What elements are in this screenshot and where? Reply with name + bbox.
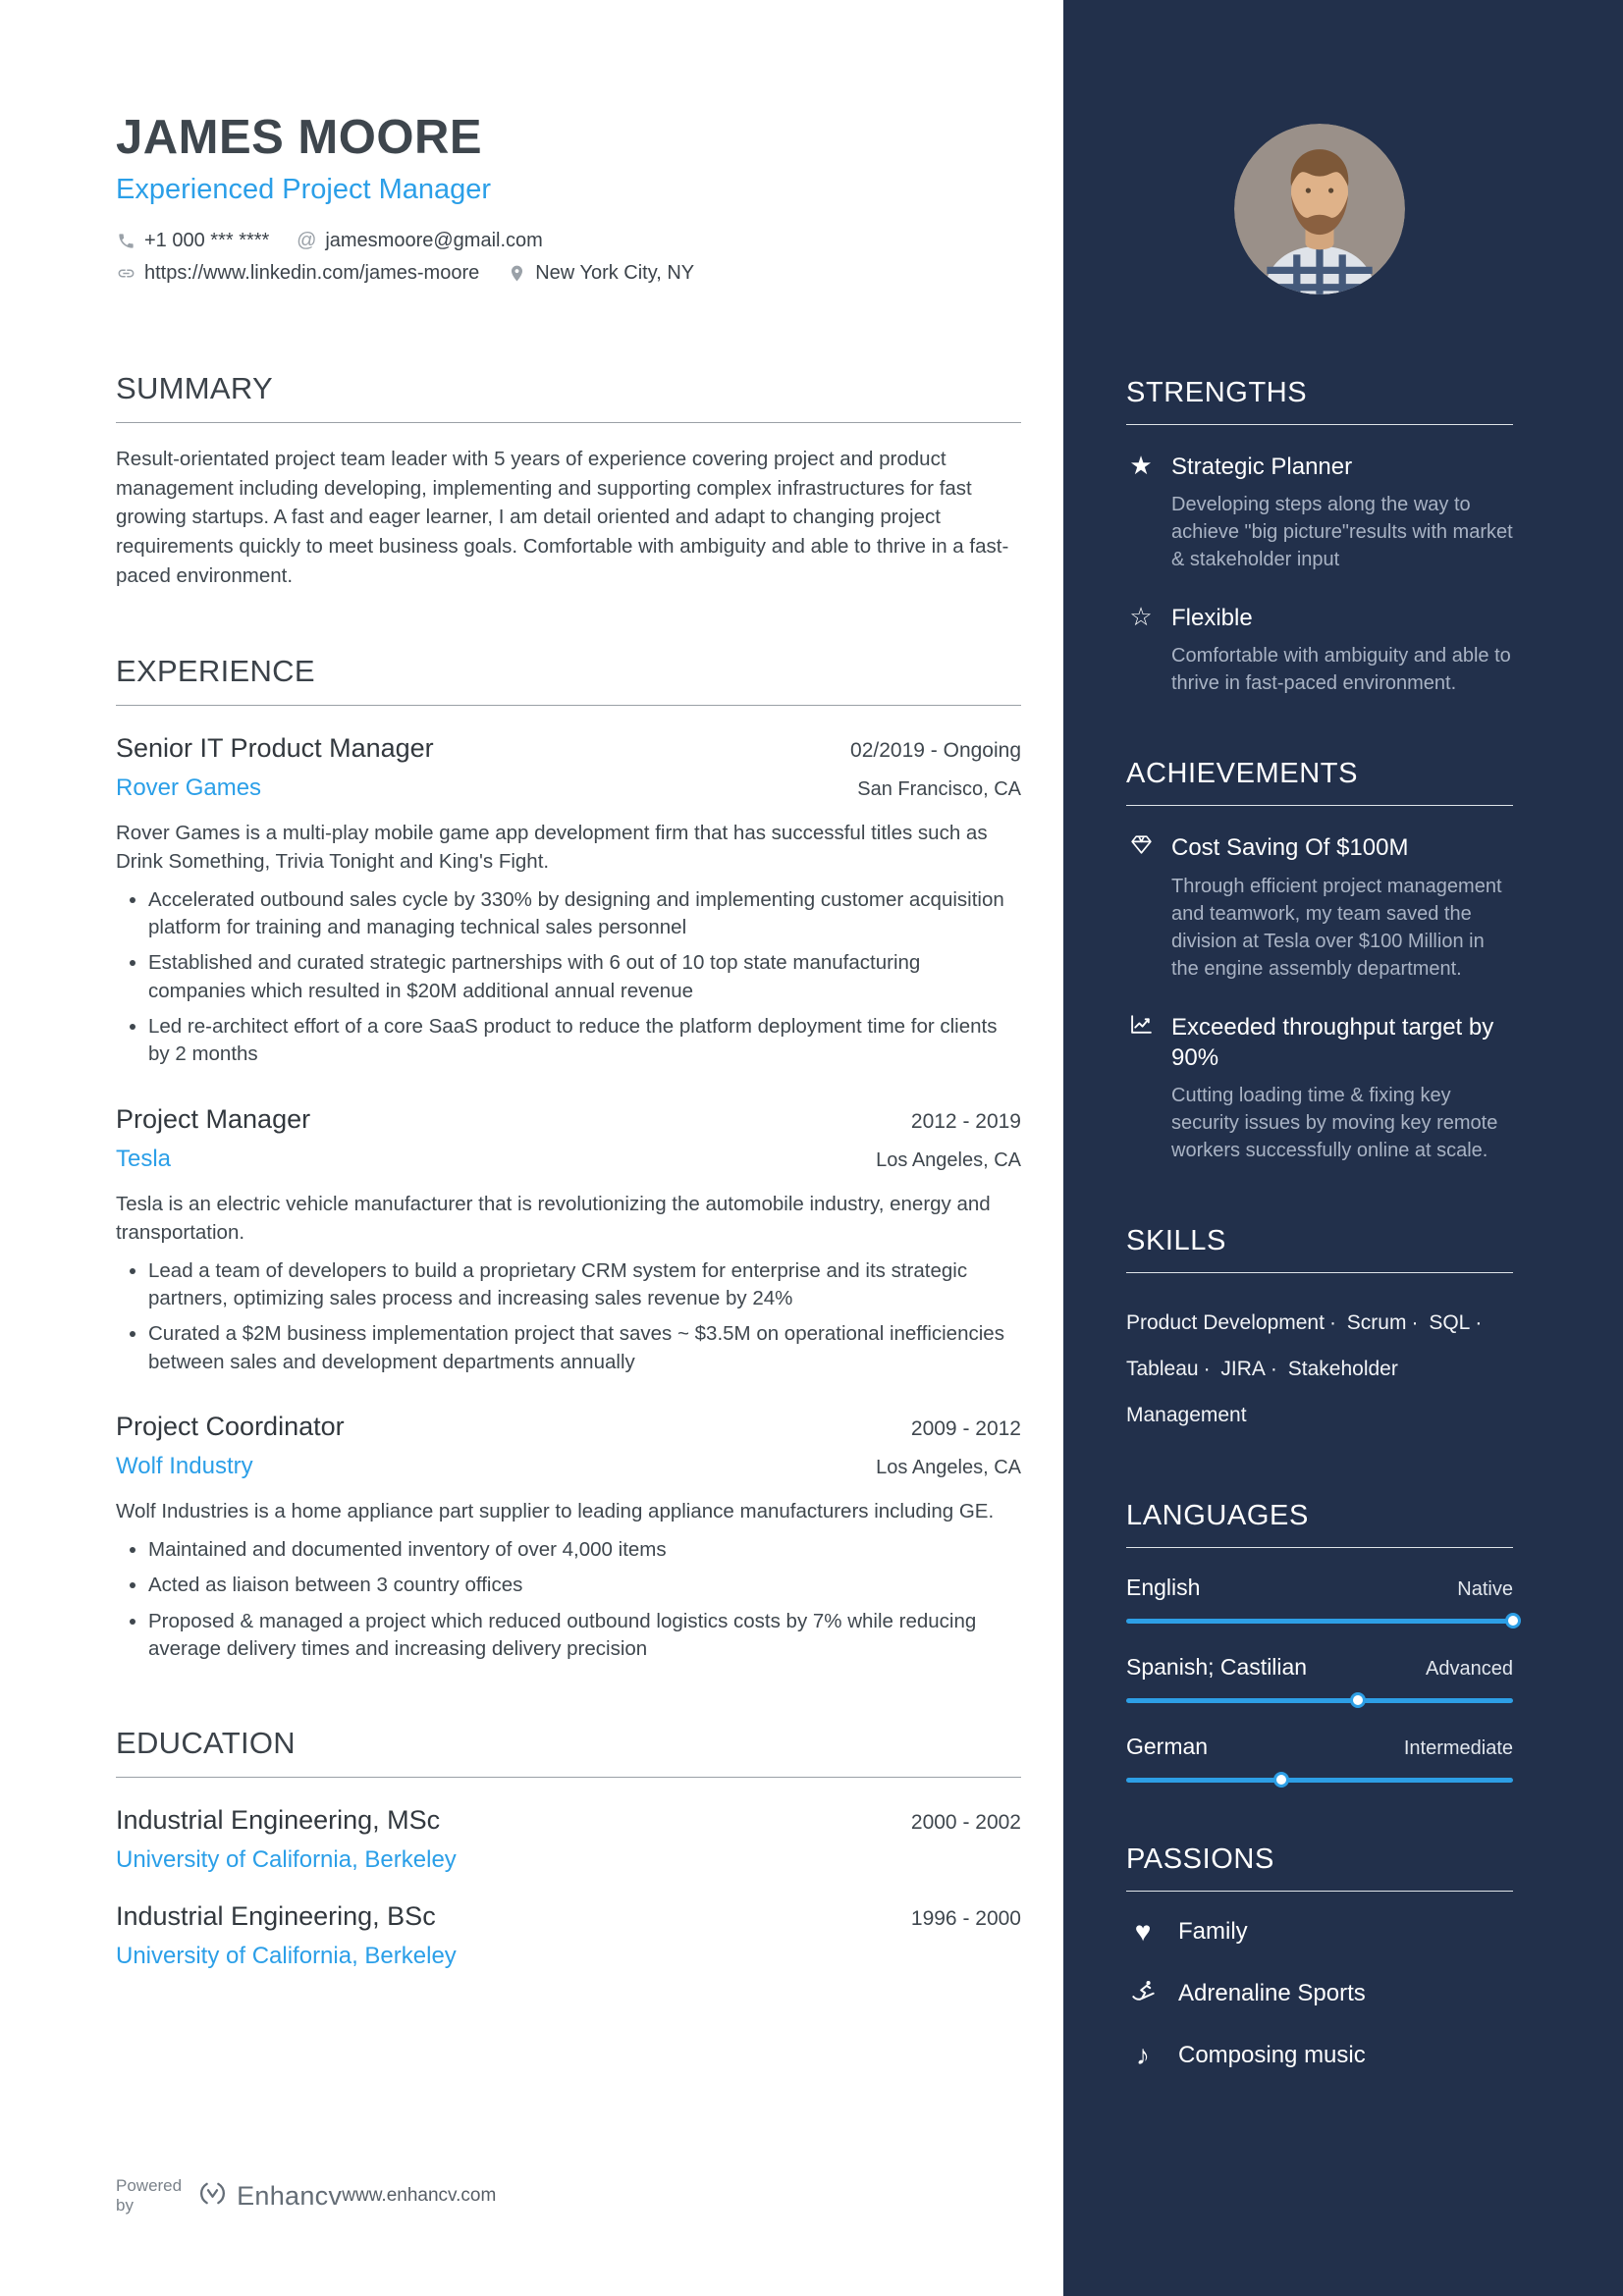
job-description: Rover Games is a multi-play mobile game app development firm that has successful titles such as Drink Something, Trivia Tonight and King's Fight. xyxy=(116,821,988,873)
experience-item xyxy=(116,1077,1021,1376)
job-title: Project Coordinator xyxy=(116,1411,345,1441)
enhancv-brand-link[interactable] xyxy=(197,2178,342,2214)
education-heading: EDUCATION xyxy=(116,1726,1021,1778)
school-name: University of California, Berkeley xyxy=(116,1943,457,1970)
heart-icon: ♥ xyxy=(1134,1915,1152,1947)
passions-heading: PASSIONS xyxy=(1126,1843,1513,1892)
bullet-item: • Established and curated strategic partnerships with 6 out of 10 top state manufacturing companies which resulted in $20M additional annual revenue xyxy=(148,949,1021,1005)
job-company: Tesla xyxy=(116,1145,172,1172)
location-value: New York City, NY xyxy=(535,262,695,284)
achievement-item xyxy=(1126,1012,1513,1164)
achievement-title: Cost Saving Of $100M xyxy=(1171,834,1409,862)
language-name: German xyxy=(1126,1733,1209,1759)
enhancv-website-link[interactable]: www.enhancv.com xyxy=(342,2185,497,2206)
summary-text: Result-orientated project team leader with 5 years of experience covering project and product management including developing, implementing and supporting complex infrastructures for fast growing startups. A fast and eager learner, I am detail oriented and adapt to changing project requirements quickly to meet business goals. Comfortable with ambiguity and able to thrive in a fast-paced environment. xyxy=(116,448,1009,587)
language-slider xyxy=(1126,1778,1513,1783)
email-value[interactable]: jamesmoore@gmail.com xyxy=(325,230,543,251)
candidate-title: Experienced Project Manager xyxy=(116,174,492,205)
bullet-item: • Acted as liaison between 3 country offices xyxy=(148,1572,1021,1599)
profile-photo xyxy=(1234,124,1405,294)
enhancv-logo-icon xyxy=(197,2178,228,2214)
passion-item xyxy=(1126,2039,1513,2070)
bullet-list xyxy=(116,1257,1021,1376)
job-dates: 2012 - 2019 xyxy=(910,1109,1021,1133)
strengths-section xyxy=(1126,377,1513,697)
chart-up-icon xyxy=(1126,1012,1156,1164)
achievements-heading: ACHIEVEMENTS xyxy=(1126,758,1513,806)
at-icon: @ xyxy=(297,230,317,251)
passion-label: Family xyxy=(1178,1917,1248,1945)
job-title: Project Manager xyxy=(116,1103,311,1134)
linkedin-value[interactable]: https://www.linkedin.com/james-moore xyxy=(144,262,480,284)
star-outline-icon: ☆ xyxy=(1129,602,1153,632)
language-level: Advanced xyxy=(1426,1657,1513,1680)
skill-item: Scrum xyxy=(1346,1310,1407,1334)
passion-item xyxy=(1126,1915,1513,1947)
bullet-item: • Proposed & managed a project which reduced outbound logistics costs by 7% while reducing average delivery times and increasing delivery precision xyxy=(148,1608,1021,1664)
strength-title: Strategic Planner xyxy=(1171,454,1353,480)
bullet-item: • Lead a team of developers to build a proprietary CRM system for enterprise and its strategic partners, optimizing sales process and increasing sales revenue by 24% xyxy=(148,1257,1021,1313)
slider-knob xyxy=(1505,1613,1521,1629)
contact-info xyxy=(116,230,744,285)
education-section xyxy=(116,1726,1021,1970)
skill-separator: · xyxy=(1203,1358,1211,1381)
language-name: English xyxy=(1126,1574,1201,1600)
skill-item: Tableau xyxy=(1126,1358,1199,1381)
star-filled-icon: ★ xyxy=(1129,451,1153,480)
job-description: Wolf Industries is a home appliance part supplier to leading appliance manufacturers including GE. xyxy=(116,1499,995,1522)
experience-section xyxy=(116,654,1021,1663)
skill-separator: · xyxy=(1328,1310,1336,1334)
powered-by xyxy=(116,2176,342,2216)
skill-separator: · xyxy=(1270,1358,1277,1381)
slider-knob xyxy=(1273,1772,1289,1788)
gem-icon xyxy=(1126,832,1156,982)
strength-item xyxy=(1126,603,1513,697)
strength-item xyxy=(1126,452,1513,573)
job-company: Rover Games xyxy=(116,774,262,801)
language-slider xyxy=(1126,1619,1513,1624)
languages-section xyxy=(1126,1500,1513,1783)
summary-section xyxy=(116,371,1021,591)
sidebar xyxy=(1063,0,1623,2296)
enhancv-wordmark: Enhancv xyxy=(237,2180,343,2211)
skier-icon xyxy=(1126,1978,1160,2009)
passion-item xyxy=(1126,1978,1513,2009)
language-name: Spanish; Castilian xyxy=(1126,1653,1308,1680)
achievement-title: Exceeded throughput target by 90% xyxy=(1171,1013,1494,1071)
strengths-heading: STRENGTHS xyxy=(1126,377,1513,425)
languages-heading: LANGUAGES xyxy=(1126,1500,1513,1548)
passions-section xyxy=(1126,1843,1513,2069)
candidate-name: JAMES MOORE xyxy=(116,111,483,164)
skill-item: JIRA xyxy=(1220,1358,1266,1381)
language-level: Native xyxy=(1457,1577,1513,1600)
experience-item xyxy=(116,1384,1021,1663)
job-dates: 02/2019 - Ongoing xyxy=(850,738,1021,762)
bullet-item: • Led re-architect effort of a core SaaS product to reduce the platform deployment time for clients by 2 months xyxy=(148,1013,1021,1069)
page-footer xyxy=(116,2176,497,2216)
skills-list xyxy=(1126,1300,1513,1439)
experience-item xyxy=(116,706,1021,1069)
achievements-section xyxy=(1126,758,1513,1164)
job-location: Los Angeles, CA xyxy=(876,1148,1021,1171)
passion-label: Composing music xyxy=(1178,2041,1366,2068)
phone-icon xyxy=(116,232,135,251)
bullet-list xyxy=(116,886,1021,1069)
school-name: University of California, Berkeley xyxy=(116,1846,457,1874)
bullet-item: • Accelerated outbound sales cycle by 330% by designing and implementing customer acquisition platform for training and managing technical sales personnel xyxy=(148,886,1021,942)
achievement-text: Through efficient project management and teamwork, my team saved the division at Tesla over $100 Million in the engine assembly department. xyxy=(1171,875,1502,980)
job-location: San Francisco, CA xyxy=(857,777,1021,800)
linkedin-contact[interactable] xyxy=(116,262,479,285)
phone-value: +1 000 *** **** xyxy=(144,230,270,251)
language-item xyxy=(1126,1575,1513,1624)
job-location: Los Angeles, CA xyxy=(876,1456,1021,1478)
passion-label: Adrenaline Sports xyxy=(1178,1979,1366,2006)
bullet-item: • Maintained and documented inventory of over 4,000 items xyxy=(148,1536,1021,1564)
bullet-list xyxy=(116,1536,1021,1663)
language-level: Intermediate xyxy=(1403,1736,1513,1759)
strength-text: Comfortable with ambiguity and able to thrive in fast-paced environment. xyxy=(1171,645,1511,695)
skill-separator: · xyxy=(1475,1310,1483,1334)
summary-heading: SUMMARY xyxy=(116,371,1021,423)
bullet-item: • Curated a $2M business implementation project that saves ~ $3.5M on operational inefficiencies between sales and development departments annually xyxy=(148,1320,1021,1376)
degree-title: Industrial Engineering, MSc xyxy=(116,1805,441,1836)
location-pin-icon xyxy=(507,264,526,284)
slider-knob xyxy=(1350,1692,1366,1708)
link-icon xyxy=(116,264,135,284)
language-item xyxy=(1126,1734,1513,1783)
language-item xyxy=(1126,1654,1513,1703)
experience-heading: EXPERIENCE xyxy=(116,654,1021,706)
job-dates: 2009 - 2012 xyxy=(910,1416,1021,1440)
skills-section xyxy=(1126,1225,1513,1439)
skill-item: SQL xyxy=(1429,1310,1471,1334)
education-dates: 1996 - 2000 xyxy=(910,1907,1021,1931)
achievement-item xyxy=(1126,832,1513,982)
powered-by-label: Powered by xyxy=(116,2176,183,2215)
strength-title: Flexible xyxy=(1171,605,1253,632)
location-contact xyxy=(507,262,694,285)
email-contact[interactable] xyxy=(297,230,542,252)
music-note-icon: ♪ xyxy=(1136,2039,1150,2070)
job-company: Wolf Industry xyxy=(116,1452,253,1479)
skill-separator: · xyxy=(1411,1310,1419,1334)
phone-contact xyxy=(116,230,269,252)
skills-heading: SKILLS xyxy=(1126,1225,1513,1273)
resume-header xyxy=(116,110,1021,285)
education-item xyxy=(116,1874,1021,1970)
education-dates: 2000 - 2002 xyxy=(910,1811,1021,1835)
job-description: Tesla is an electric vehicle manufacturer that is revolutionizing the automobile industry, energy and transportation. xyxy=(116,1192,991,1244)
language-slider xyxy=(1126,1698,1513,1703)
skill-item: Stakeholder Management xyxy=(1126,1358,1398,1427)
skill-item: Product Development xyxy=(1126,1310,1325,1334)
strength-text: Developing steps along the way to achieve "big picture"results with market & stakeholder input xyxy=(1171,494,1513,571)
degree-title: Industrial Engineering, BSc xyxy=(116,1901,436,1932)
job-title: Senior IT Product Manager xyxy=(116,732,434,763)
education-item xyxy=(116,1778,1021,1874)
achievement-text: Cutting loading time & fixing key security issues by moving key remote workers successfully online at scale. xyxy=(1171,1084,1498,1161)
